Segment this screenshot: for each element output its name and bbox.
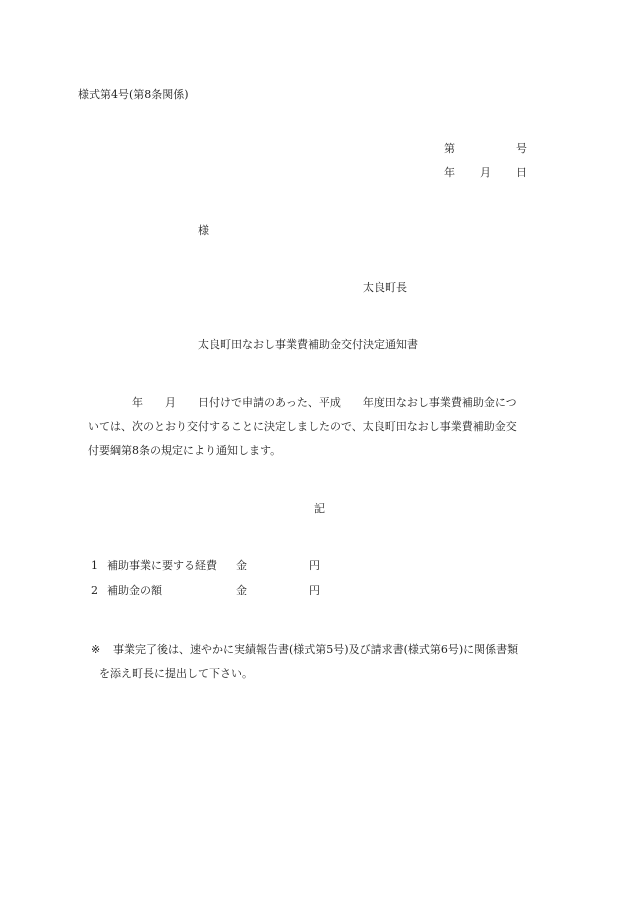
body-line-1: 年 月 日付けで申請のあった、平成 年度田なおし事業費補助金につ: [88, 396, 517, 409]
ki-heading: 記: [314, 502, 325, 515]
item-2-kin: 金: [236, 584, 247, 597]
item-1-number: 1: [91, 559, 98, 572]
document-title: 太良町田なおし事業費補助金交付決定通知書: [198, 338, 418, 351]
number-prefix: 第: [444, 142, 455, 155]
item-1-kin: 金: [236, 559, 247, 572]
issuer: 太良町長: [363, 281, 407, 294]
date-year: 年: [444, 166, 455, 179]
item-1-label: 補助事業に要する経費: [107, 559, 217, 572]
item-2-number: 2: [91, 584, 98, 597]
recipient-honorific: 様: [198, 224, 209, 237]
date-month: 月: [480, 166, 491, 179]
date-day: 日: [516, 166, 527, 179]
item-1-yen: 円: [309, 559, 320, 572]
item-2-yen: 円: [309, 584, 320, 597]
note-line-1: 事業完了後は、速やかに実績報告書(様式第5号)及び請求書(様式第6号)に関係書類: [113, 643, 519, 656]
body-line-2: いては、次のとおり交付することに決定しましたので、太良町田なおし事業費補助金交: [88, 420, 517, 433]
item-2-label: 補助金の額: [107, 584, 162, 597]
form-label: 様式第4号(第8条関係): [78, 88, 189, 101]
note-line-2: を添え町長に提出して下さい。: [99, 667, 253, 680]
body-line-3: 付要綱第8条の規定により通知します。: [88, 444, 282, 457]
note-mark: ※: [91, 643, 101, 656]
number-suffix: 号: [516, 142, 527, 155]
